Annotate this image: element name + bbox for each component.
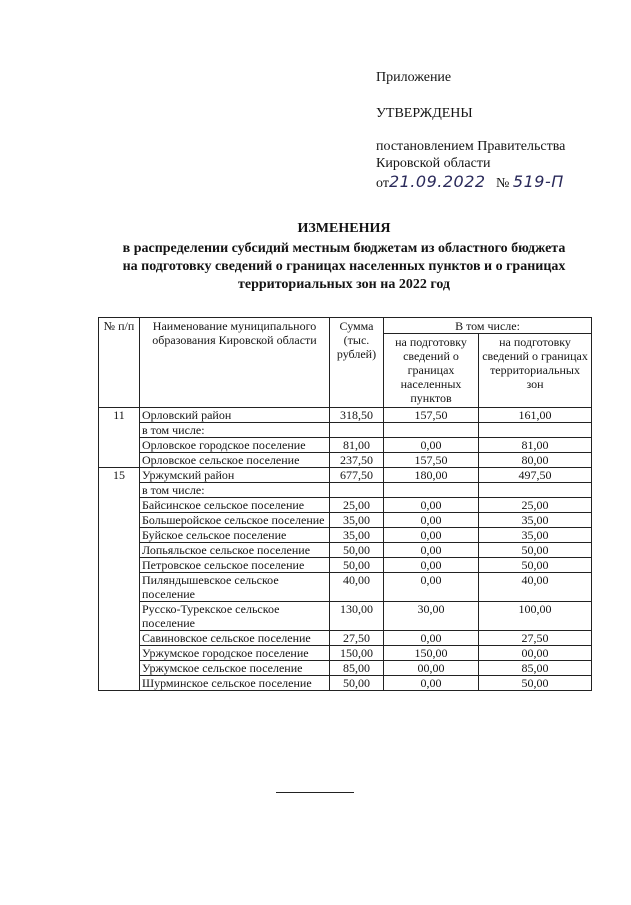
cell-settlements: 180,00	[384, 468, 479, 483]
cell-name: в том числе:	[140, 483, 330, 498]
cell-settlements: 0,00	[384, 438, 479, 453]
cell-name: Уржумский район	[140, 468, 330, 483]
cell-settlements: 0,00	[384, 631, 479, 646]
cell-settlements: 0,00	[384, 676, 479, 691]
cell-sum: 50,00	[330, 543, 384, 558]
cell-zones: 00,00	[479, 646, 592, 661]
table-body	[99, 408, 592, 691]
cell-sum	[330, 423, 384, 438]
table-row	[99, 423, 592, 438]
cell-settlements: 0,00	[384, 498, 479, 513]
cell-zones: 27,50	[479, 631, 592, 646]
table-row	[99, 631, 592, 646]
table-row	[99, 453, 592, 468]
table-row	[99, 646, 592, 661]
header-settlements: на подготовку сведений о границах населенных пунктов	[384, 334, 479, 408]
cell-num: 15	[99, 468, 140, 691]
cell-zones: 40,00	[479, 573, 592, 602]
cell-zones: 35,00	[479, 513, 592, 528]
cell-zones: 50,00	[479, 676, 592, 691]
subsidy-table	[98, 317, 592, 691]
cell-name: Савиновское сельское поселение	[140, 631, 330, 646]
cell-name: в том числе:	[140, 423, 330, 438]
resolution-line-1: постановлением Правительства	[376, 139, 566, 154]
cell-zones: 497,50	[479, 468, 592, 483]
cell-name: Русско-Турекское сельское поселение	[140, 602, 330, 631]
cell-settlements: 0,00	[384, 528, 479, 543]
cell-zones: 85,00	[479, 661, 592, 676]
cell-sum: 130,00	[330, 602, 384, 631]
header-num: № п/п	[99, 318, 140, 408]
cell-name: Орловский район	[140, 408, 330, 423]
cell-name: Лопьяльское сельское поселение	[140, 543, 330, 558]
handwritten-date: 21.09.2022	[388, 172, 486, 191]
cell-zones: 50,00	[479, 558, 592, 573]
cell-sum: 81,00	[330, 438, 384, 453]
cell-name: Уржумское сельское поселение	[140, 661, 330, 676]
table-row	[99, 558, 592, 573]
date-prefix: от	[376, 176, 389, 191]
cell-zones: 50,00	[479, 543, 592, 558]
cell-zones: 80,00	[479, 453, 592, 468]
cell-name: Большеройское сельское поселение	[140, 513, 330, 528]
footer-divider	[276, 792, 354, 793]
table-row	[99, 513, 592, 528]
number-prefix: №	[496, 176, 510, 191]
cell-zones: 25,00	[479, 498, 592, 513]
header-zones: на подготовку сведений о границах территориальных зон	[479, 334, 592, 408]
cell-name: Орловское сельское поселение	[140, 453, 330, 468]
cell-sum: 50,00	[330, 676, 384, 691]
cell-name: Пиляндышевское сельское поселение	[140, 573, 330, 602]
resolution-line-2: Кировской области	[376, 156, 491, 171]
cell-settlements: 0,00	[384, 558, 479, 573]
cell-sum: 85,00	[330, 661, 384, 676]
cell-settlements: 150,00	[384, 646, 479, 661]
cell-sum: 318,50	[330, 408, 384, 423]
cell-sum: 677,50	[330, 468, 384, 483]
cell-sum: 25,00	[330, 498, 384, 513]
approved-label: УТВЕРЖДЕНЫ	[376, 106, 473, 121]
cell-sum: 237,50	[330, 453, 384, 468]
cell-settlements: 0,00	[384, 543, 479, 558]
cell-name: Шурминское сельское поселение	[140, 676, 330, 691]
cell-zones: 81,00	[479, 438, 592, 453]
cell-name: Уржумское городское поселение	[140, 646, 330, 661]
resolution-date-line	[376, 172, 564, 192]
cell-settlements: 00,00	[384, 661, 479, 676]
title-line-2: на подготовку сведений о границах населенных пунктов и о границах	[122, 259, 566, 274]
cell-name: Байсинское сельское поселение	[140, 498, 330, 513]
cell-sum	[330, 483, 384, 498]
cell-settlements: 157,50	[384, 408, 479, 423]
header-including: В том числе:	[384, 318, 592, 334]
title-line-3: территориальных зон на 2022 год	[237, 277, 451, 292]
table-row	[99, 498, 592, 513]
table-row	[99, 602, 592, 631]
cell-sum: 35,00	[330, 528, 384, 543]
table-row	[99, 528, 592, 543]
table-row	[99, 573, 592, 602]
cell-zones: 161,00	[479, 408, 592, 423]
cell-settlements: 30,00	[384, 602, 479, 631]
cell-zones: 35,00	[479, 528, 592, 543]
cell-sum: 27,50	[330, 631, 384, 646]
cell-sum: 40,00	[330, 573, 384, 602]
cell-settlements: 157,50	[384, 453, 479, 468]
title-heading: ИЗМЕНЕНИЯ	[297, 221, 391, 236]
cell-settlements	[384, 423, 479, 438]
table-row	[99, 468, 592, 483]
cell-sum: 35,00	[330, 513, 384, 528]
table-row	[99, 661, 592, 676]
cell-zones: 100,00	[479, 602, 592, 631]
cell-settlements: 0,00	[384, 573, 479, 602]
cell-sum: 50,00	[330, 558, 384, 573]
cell-sum: 150,00	[330, 646, 384, 661]
handwritten-number: 519-П	[512, 172, 564, 191]
cell-name: Буйское сельское поселение	[140, 528, 330, 543]
table-header-row	[99, 318, 592, 334]
cell-settlements	[384, 483, 479, 498]
header-sum: Сумма (тыс. рублей)	[330, 318, 384, 408]
table-row	[99, 438, 592, 453]
title-line-1: в распределении субсидий местным бюджетам из областного бюджета	[122, 241, 566, 256]
table-row	[99, 676, 592, 691]
appendix-label: Приложение	[376, 70, 452, 85]
cell-name: Петровское сельское поселение	[140, 558, 330, 573]
cell-num: 11	[99, 408, 140, 468]
table-row	[99, 408, 592, 423]
table-row	[99, 483, 592, 498]
cell-settlements: 0,00	[384, 513, 479, 528]
cell-zones	[479, 483, 592, 498]
header-name: Наименование муниципального образования Кировской области	[140, 318, 330, 408]
cell-zones	[479, 423, 592, 438]
table-row	[99, 543, 592, 558]
cell-name: Орловское городское поселение	[140, 438, 330, 453]
